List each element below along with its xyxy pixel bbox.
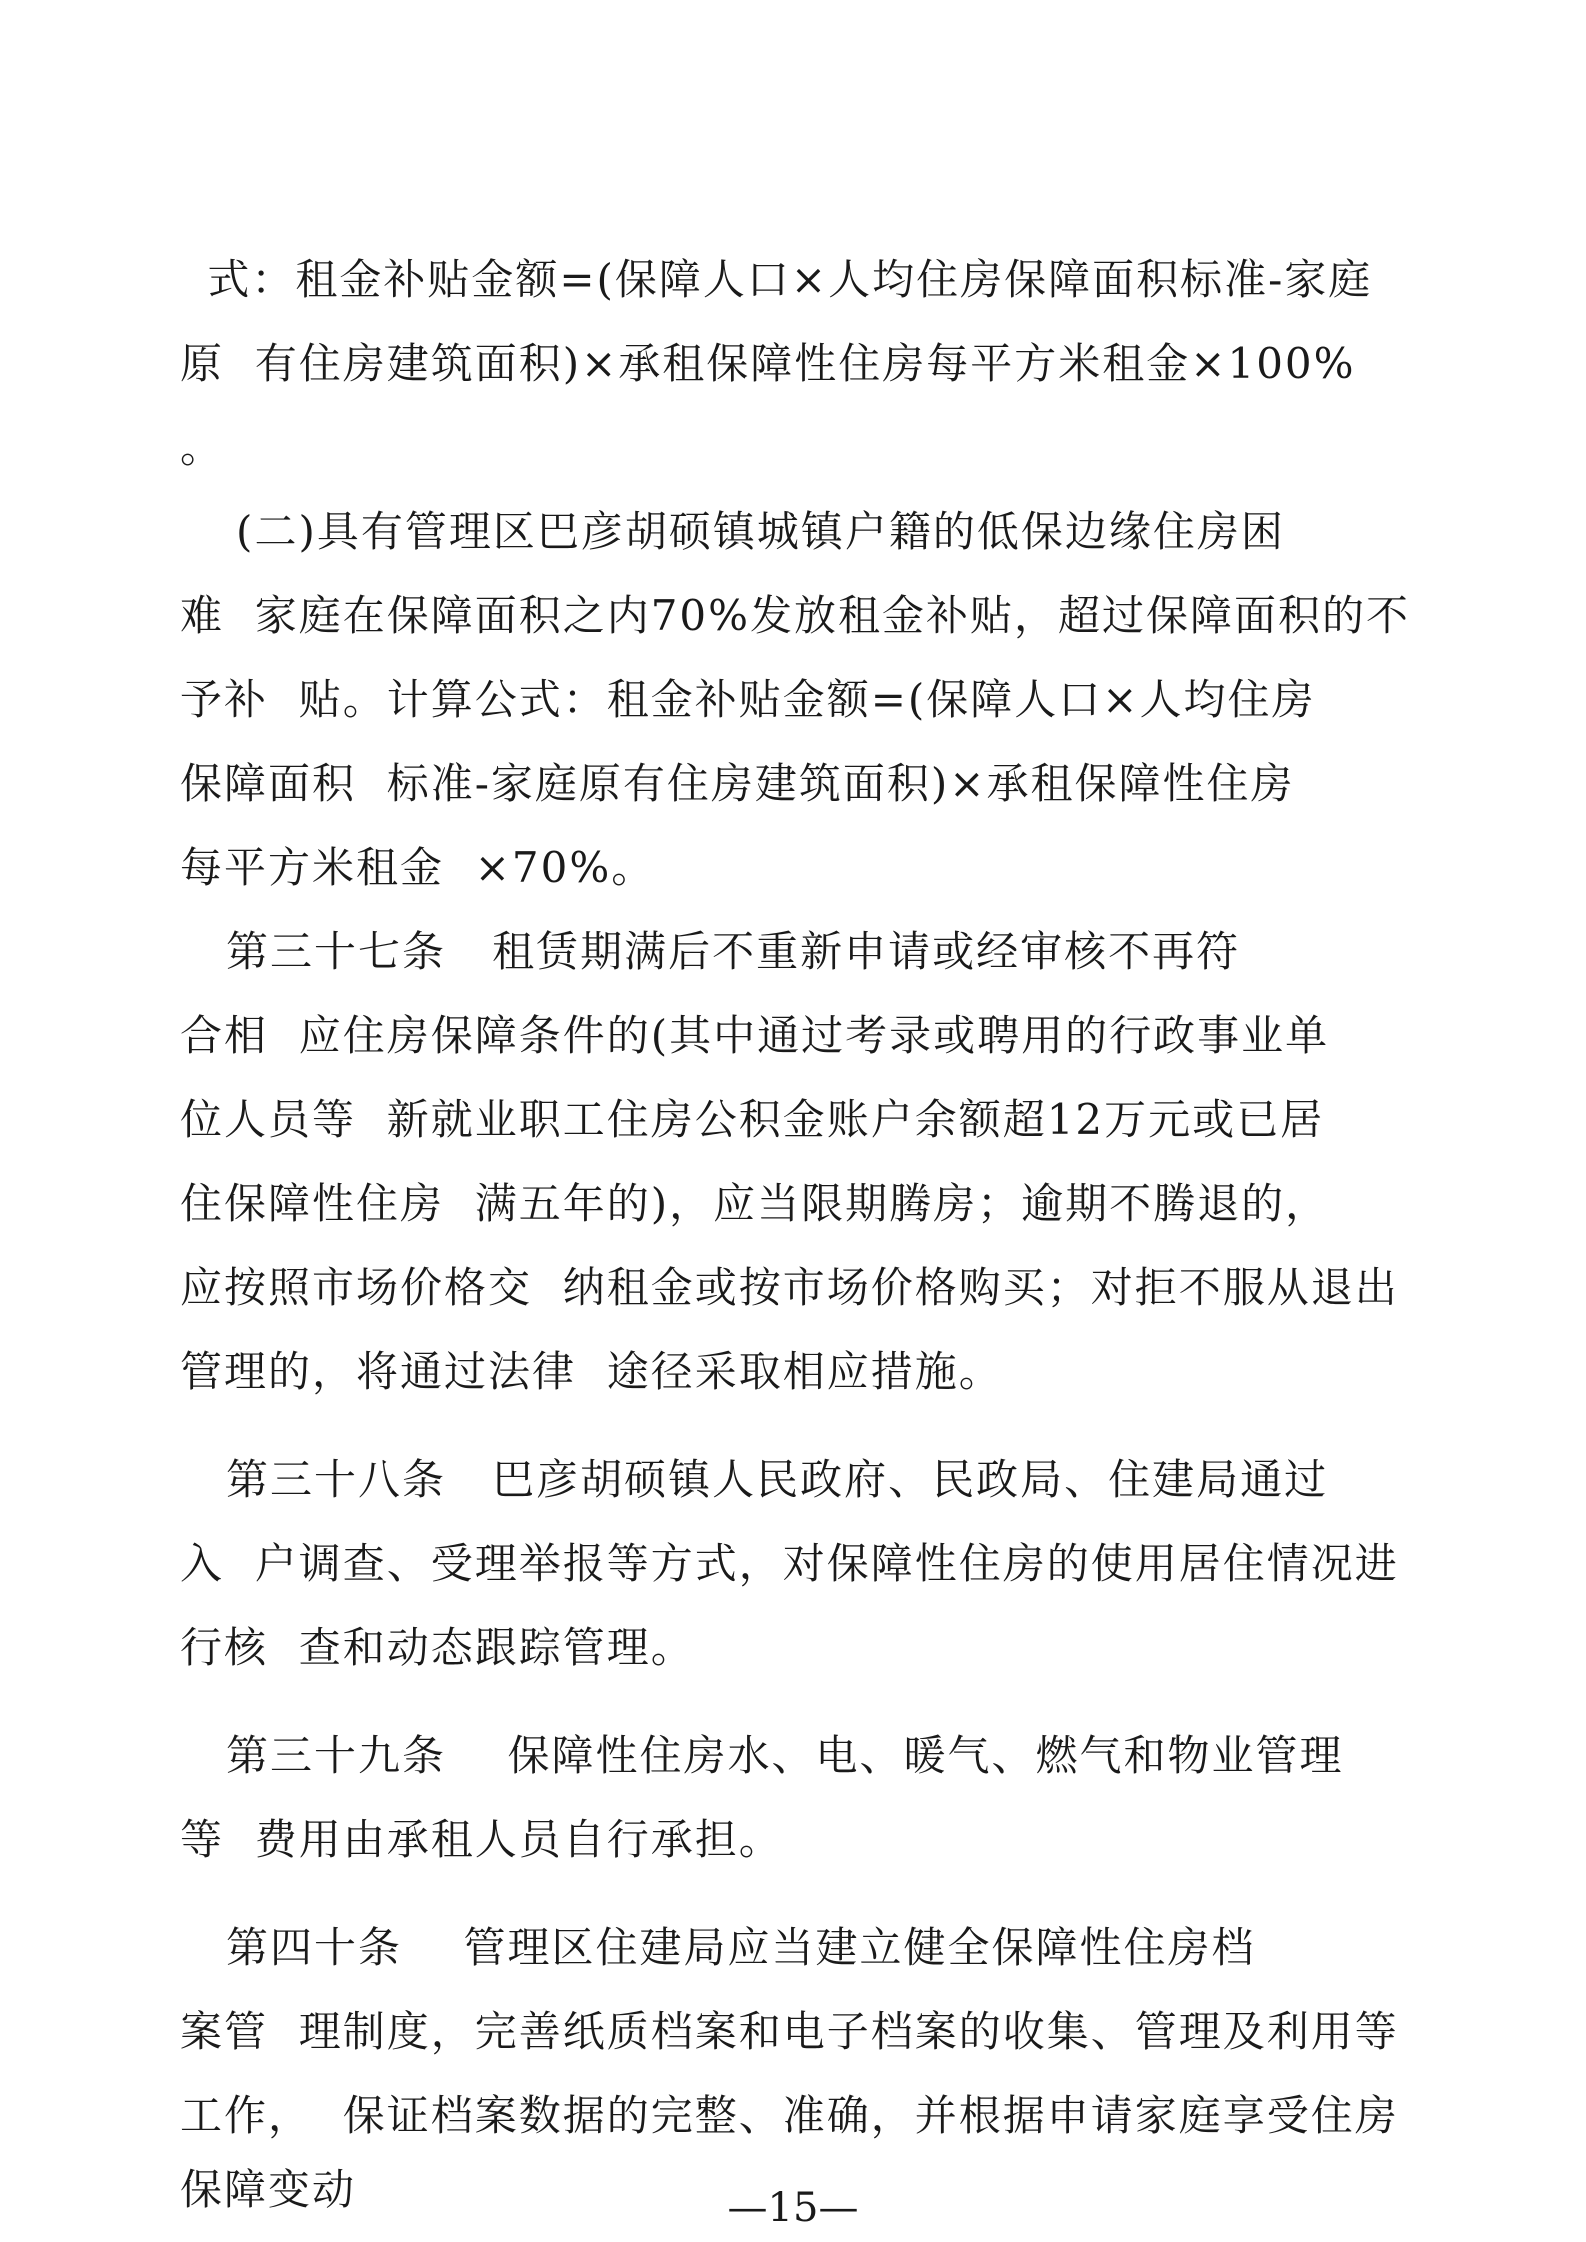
text-line-2: 原 有住房建筑面积)×承租保障性住房每平方米租金×100% (180, 339, 1356, 388)
text-line-18: 第三十九条 保障性住房水、电、暖气、燃气和物业管理 (180, 1731, 1344, 1780)
text-line-9: 第三十七条 租赁期满后不重新申请或经审核不再符 (180, 927, 1241, 976)
text-line-21: 案管 理制度，完善纸质档案和电子档案的收集、管理及利用等 (180, 2007, 1399, 2056)
text-line-1: 式：租金补贴金额=(保障人口×人均住房保障面积标准-家庭 (192, 255, 1373, 304)
text-line-19: 等 费用由承租人员自行承担。 (180, 1815, 783, 1864)
text-line-8: 每平方米租金 ×70%。 (180, 843, 656, 892)
text-line-23: 保障变动 (180, 2165, 357, 2214)
text-line-3: 。 (180, 423, 225, 472)
text-line-17: 行核 查和动态跟踪管理。 (180, 1623, 695, 1672)
text-line-7: 保障面积 标准-家庭原有住房建筑面积)×承租保障性住房 (180, 759, 1295, 808)
text-line-12: 住保障性住房 满五年的)，应当限期腾房；逾期不腾退的， (180, 1179, 1330, 1228)
text-line-10: 合相 应住房保障条件的(其中通过考录或聘用的行政事业单 (180, 1011, 1330, 1060)
text-line-14: 管理的，将通过法律 途径采取相应措施。 (180, 1347, 1003, 1396)
text-line-15: 第三十八条 巴彦胡硕镇人民政府、民政局、住建局通过 (180, 1455, 1329, 1504)
text-line-4: (二)具有管理区巴彦胡硕镇城镇户籍的低保边缘住房困 (190, 507, 1285, 556)
text-line-11: 位人员等 新就业职工住房公积金账户余额超12万元或已居 (180, 1095, 1325, 1144)
page-number: —15— (727, 2185, 859, 2231)
text-line-13: 应按照市场价格交 纳租金或按市场价格购买；对拒不服从退出 (180, 1263, 1399, 1312)
text-line-22: 工作， 保证档案数据的完整、准确，并根据申请家庭享受住房 (180, 2091, 1399, 2140)
text-line-6: 予补 贴。计算公式：租金补贴金额=(保障人口×人均住房 (180, 675, 1316, 724)
text-line-16: 入 户调查、受理举报等方式，对保障性住房的使用居住情况进 (180, 1539, 1399, 1588)
text-line-5: 难 家庭在保障面积之内70%发放租金补贴，超过保障面积的不 (180, 591, 1411, 640)
text-line-20: 第四十条 管理区住建局应当建立健全保障性住房档 (180, 1923, 1256, 1972)
